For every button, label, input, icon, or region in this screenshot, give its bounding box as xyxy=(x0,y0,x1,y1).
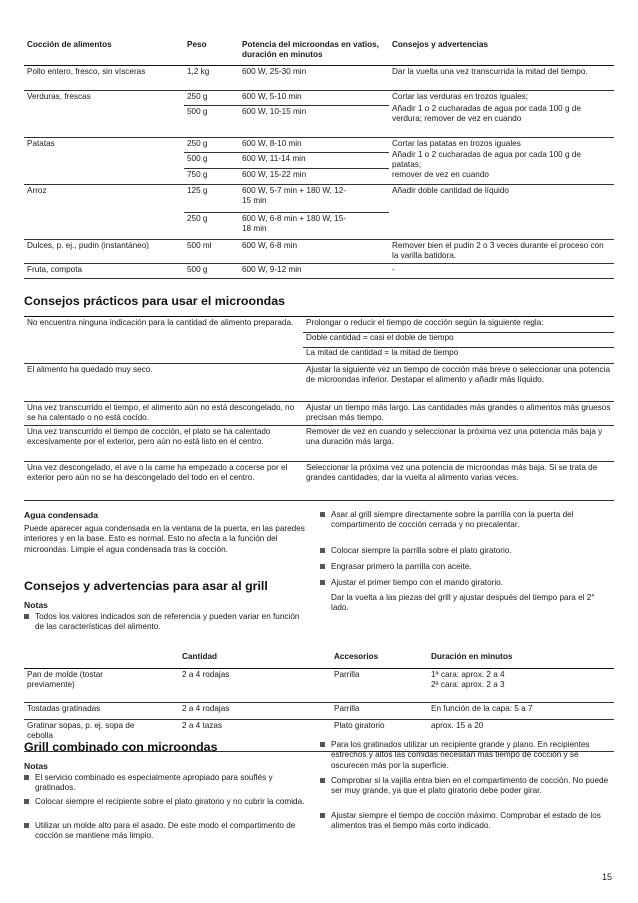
list-item xyxy=(320,562,610,572)
bullet-square-icon xyxy=(24,775,29,780)
qty-cell: 2 a 4 tazas xyxy=(182,721,223,730)
table-row xyxy=(24,316,614,364)
table-row xyxy=(24,263,614,278)
tips-cell: Dar la vuelta una vez transcurrida la mitad del tiempo. xyxy=(392,67,588,76)
bullet-square-icon xyxy=(320,564,325,569)
list-item xyxy=(320,811,610,832)
table-row xyxy=(24,212,614,240)
practical-table xyxy=(24,316,614,500)
table-row xyxy=(24,102,614,136)
tips-cell: Añadir doble cantidad de líquido xyxy=(392,186,509,195)
weight-cell: 750 g xyxy=(187,170,208,179)
table-row xyxy=(24,363,614,401)
power-cell: 600 W, 6-8 min + 180 W, 15-18 min xyxy=(242,214,346,234)
list-item xyxy=(320,510,610,531)
header-cell xyxy=(24,650,179,654)
item-cell: Gratinar sopas, p. ej. sopa de cebolla xyxy=(27,721,135,741)
duration-line: 1ª cara: aprox. 2 a 4 xyxy=(431,670,505,679)
solution-cell: Seleccionar la próxima vez una potencia de microondas más baja. Si se trata de grandes cantidades, dar la vuelta al alimento varias veces. xyxy=(306,463,598,483)
weight-cell: 125 g xyxy=(187,186,208,195)
weight-cell: 500 ml xyxy=(187,241,212,250)
problem-cell: Una vez transcurrido el tiempo, el alimento aún no está descongelado, no se ha calentado o no está cocido. xyxy=(27,403,295,423)
list-item xyxy=(24,821,306,842)
bullet-square-icon xyxy=(24,614,29,619)
table-header xyxy=(24,38,614,64)
power-cell: 600 W, 10-15 min xyxy=(242,107,307,116)
acc-cell: Parrilla xyxy=(334,704,360,713)
section-title-combo: Grill combinado con microondas xyxy=(24,740,218,754)
tips-cell: Remover bien el pudin 2 o 3 veces durante el proceso con la varilla batidora. xyxy=(392,241,604,261)
duration-cell xyxy=(428,668,614,693)
food-cell: Fruta, compota xyxy=(27,265,83,274)
section-title-grill: Consejos y advertencias para asar al grill xyxy=(24,579,268,593)
solution-cell: Remover de vez en cuando y seleccionar la próxima vez una potencia más baja y una duración más larga. xyxy=(306,427,603,447)
combo-notes-label: Notas xyxy=(24,761,48,771)
table-row xyxy=(24,168,614,184)
table-row xyxy=(24,461,614,499)
solution-cell: Ajustar la siguiente vez un tiempo de cocción más breve o seleccionar una potencia de microondas inferior. Destapar el alimento y añadir más líquido. xyxy=(306,365,611,385)
grill-notes-label: Notas xyxy=(24,600,48,610)
header-cell: Accesorios xyxy=(334,652,379,661)
food-cell: Pollo entero, fresco, sin vísceras xyxy=(27,67,146,76)
table-row xyxy=(24,239,614,263)
bullet-text: Asar al grill siempre directamente sobre la parrilla con la puerta del compartimento de cocción cerrada y no precalentar. xyxy=(331,510,574,530)
power-cell: 600 W, 6-8 min xyxy=(242,241,298,250)
solution-cell: Prolongar o reducir el tiempo de cocción según la siguiente regla: xyxy=(306,318,544,327)
duration-cell: aprox. 15 a 20 xyxy=(431,721,484,730)
power-cell: 600 W, 15-22 min xyxy=(242,170,307,179)
acc-cell: Plato giratorio xyxy=(334,721,385,730)
solution-line: Doble cantidad = casi el doble de tiempo xyxy=(306,333,454,342)
list-item xyxy=(320,776,610,797)
list-item xyxy=(320,578,610,588)
tips-cell: Añadir 1 o 2 cucharadas de agua por cada 100 g de patatas; xyxy=(392,150,581,170)
bullet-text: Colocar siempre el recipiente sobre el plato giratorio y no cubrir la comida. xyxy=(35,797,305,806)
table-row xyxy=(24,668,614,702)
bullet-text: Utilizar un molde alto para el asado. De este modo el compartimento de cocción se mantiene más limpio. xyxy=(35,821,296,841)
bullet-text: Colocar siempre la parrilla sobre el plato giratorio. xyxy=(331,546,512,555)
qty-cell: 2 a 4 rodajas xyxy=(182,704,230,713)
table-row xyxy=(24,425,614,461)
header-cell: Peso xyxy=(187,40,207,49)
bullet-square-icon xyxy=(320,512,325,517)
grill-after-bullet: Dar la vuelta a las piezas del grill y ajustar después del tiempo para el 2° lado. xyxy=(331,593,595,613)
power-cell: 600 W, 5-7 min + 180 W, 12-15 min xyxy=(242,186,346,206)
bullet-text: Comprobar si la vajilla entra bien en el compartimento de cocción. No puede ser muy grande, ya que el plato giratorio debe poder girar. xyxy=(331,776,609,796)
solution-line: La mitad de cantidad = la mitad de tiempo xyxy=(306,348,459,357)
grill-table xyxy=(24,650,614,752)
bullet-text: Engrasar primero la parrilla con aceite. xyxy=(331,562,472,571)
item-cell: Tostadas gratinadas xyxy=(27,704,101,713)
table-header xyxy=(24,650,614,668)
header-cell: Cantidad xyxy=(182,652,218,661)
duration-line: 2ª cara: aprox. 2 a 3 xyxy=(431,680,505,690)
food-cell: Arroz xyxy=(27,186,47,195)
weight-cell: 1,2 kg xyxy=(187,67,210,76)
list-item xyxy=(320,740,610,771)
bullet-text: Ajustar siempre el tiempo de cocción máximo. Comprobar el estado de los alimentos tras el tiempo más corto indicado. xyxy=(331,811,601,831)
list-item xyxy=(320,546,610,556)
qty-cell: 2 a 4 rodajas xyxy=(182,670,230,679)
problem-cell: Una vez descongelado, el ave o la carne ha empezado a cocerse por el exterior pero aún no se ha descongelado del todo en el centro. xyxy=(27,463,288,483)
tips-cell: remover de vez en cuando xyxy=(392,170,489,179)
bullet-text: Todos los valores indicados son de referencia y pueden variar en función de las características del alimento. xyxy=(35,612,300,632)
table-row xyxy=(24,65,614,90)
tips-cell xyxy=(389,212,614,216)
problem-cell: El alimento ha quedado muy seco. xyxy=(27,365,153,374)
power-cell: 600 W, 5-10 min xyxy=(242,92,302,101)
bullet-text: El servicio combinado es especialmente apropiado para souflés y gratinados. xyxy=(35,773,273,793)
weight-cell: 250 g xyxy=(187,139,208,148)
power-cell: 600 W, 9-12 min xyxy=(242,265,302,274)
bullet-square-icon xyxy=(24,799,29,804)
weight-cell: 250 g xyxy=(187,92,208,101)
cooking-table xyxy=(24,38,614,278)
weight-cell: 500 g xyxy=(187,265,208,274)
bullet-text: Para los gratinados utilizar un recipiente grande y plano. En recipientes estrechos y altos las comidas necesitan más tiempo de cocción y se oscurecen más por la superficie. xyxy=(331,740,590,770)
bullet-square-icon xyxy=(320,742,325,747)
food-cell: Patatas xyxy=(27,139,55,148)
food-cell: Verduras, frescas xyxy=(27,92,91,101)
header-cell: Consejos y advertencias xyxy=(392,40,489,49)
table-row xyxy=(24,702,614,719)
bullet-square-icon xyxy=(320,580,325,585)
header-cell: Cocción de alimentos xyxy=(27,40,112,49)
list-item xyxy=(24,773,306,794)
header-cell: Duración en minutos xyxy=(431,652,513,661)
tips-cell: Cortar las patatas en trozos iguales xyxy=(392,139,521,148)
page-number: 15 xyxy=(601,872,612,882)
problem-cell: No encuentra ninguna indicación para la cantidad de alimento preparada. xyxy=(27,318,294,327)
bullet-text: Ajustar el primer tiempo con el mando giratorio. xyxy=(331,578,504,587)
item-cell: Pan de molde (tostar previamente) xyxy=(27,670,104,690)
tips-cell: - xyxy=(392,265,395,274)
list-item xyxy=(24,612,306,633)
weight-cell: 500 g xyxy=(187,107,208,116)
bullet-square-icon xyxy=(320,813,325,818)
duration-cell: En función de la capa: 5 a 7 xyxy=(431,704,533,713)
weight-cell: 500 g xyxy=(187,154,208,163)
list-item xyxy=(24,797,306,807)
tips-cell: Añadir 1 o 2 cucharadas de agua por cada 100 g de verdura; remover de vez en cuando xyxy=(392,104,581,124)
bullet-square-icon xyxy=(24,823,29,828)
table-row xyxy=(24,401,614,425)
table-row xyxy=(24,184,614,212)
problem-cell: Una vez transcurrido el tiempo de cocción, el plato se ha calentado excesivamente por el exterior, pero aún no está listo en el centro. xyxy=(27,427,271,447)
condensation-title: Agua condensada xyxy=(24,510,99,520)
bullet-square-icon xyxy=(320,548,325,553)
acc-cell: Parrilla xyxy=(334,670,360,679)
food-cell: Dulces, p. ej., pudin (instantáneo) xyxy=(27,241,149,250)
power-cell: 600 W, 25-30 min xyxy=(242,67,307,76)
bullet-square-icon xyxy=(320,778,325,783)
power-cell: 600 W, 11-14 min xyxy=(242,154,306,163)
header-cell: Potencia del microondas en vatios, duración en minutos xyxy=(242,40,379,60)
section-title-practical: Consejos prácticos para usar el microondas xyxy=(24,294,285,308)
weight-cell: 250 g xyxy=(187,214,208,223)
tips-cell: Cortar las verduras en trozos iguales; xyxy=(392,92,529,101)
condensation-text: Puede aparecer agua condensada en la ventana de la puerta, en las paredes interiores y en la base. Esto es normal. Esto no afecta a la función del microondas. Limpie el agua condensada tras la cocción. xyxy=(24,524,305,554)
solution-cell: Ajustar un tiempo más largo. Las cantidades más grandes o alimentos más gruesos precisan más tiempo. xyxy=(306,403,611,423)
power-cell: 600 W, 8-10 min xyxy=(242,139,302,148)
